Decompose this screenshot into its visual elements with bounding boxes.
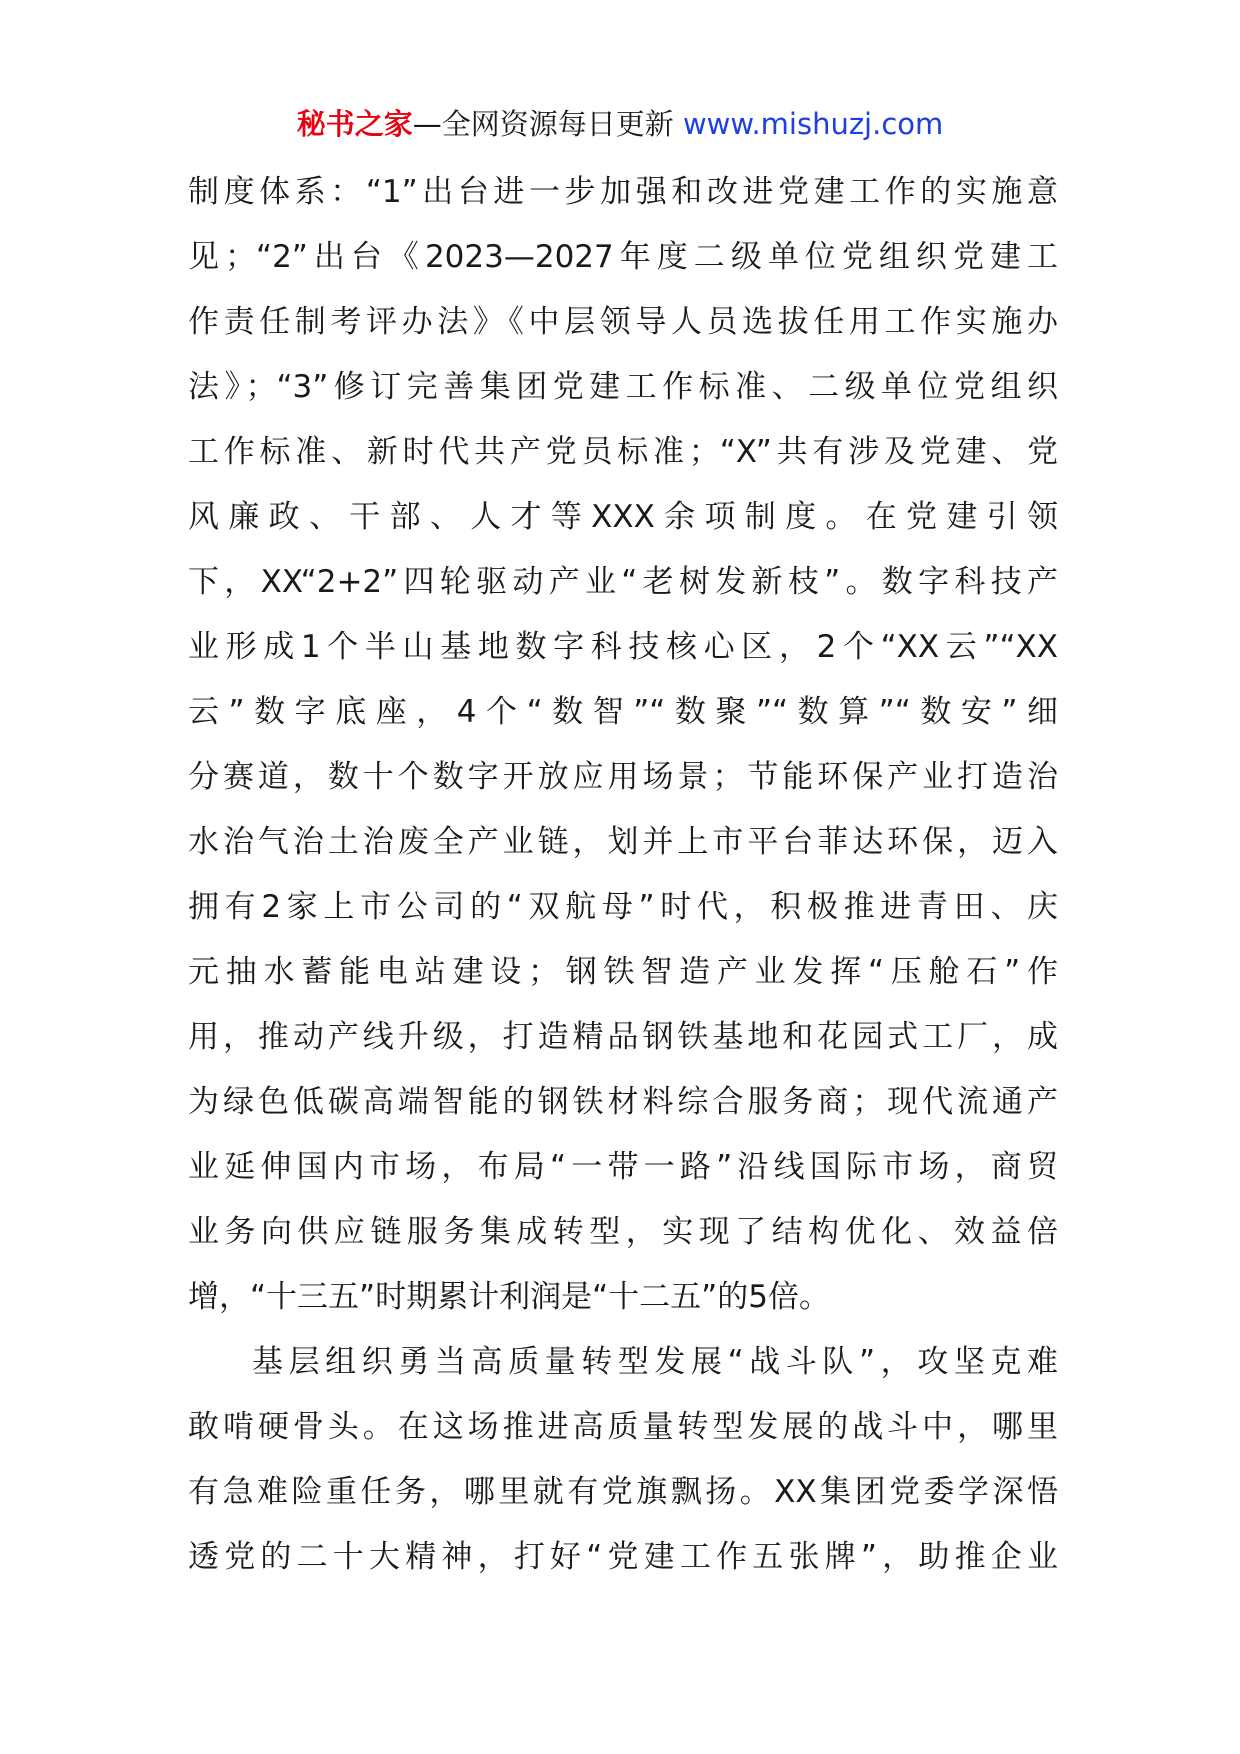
document-body — [188, 160, 1058, 1590]
text-line: 业务向供应链服务集成转型，实现了结构优化、效益倍 — [188, 1214, 1058, 1250]
brand-name: 秘书之家 — [296, 107, 413, 141]
text-line: 元抽水蓄能电站建设；钢铁智造产业发挥“压舱石”作 — [188, 954, 1058, 990]
text-line: 工作标准、新时代共产党员标准；“X”共有涉及党建、党 — [188, 434, 1058, 470]
text-line: 分赛道，数十个数字开放应用场景；节能环保产业打造治 — [188, 759, 1058, 795]
site-header — [0, 104, 1240, 144]
text-line: 下，XX“2+2”四轮驱动产业“老树发新枝”。数字科技产 — [188, 564, 1058, 600]
text-line: 敢啃硬骨头。在这场推进高质量转型发展的战斗中，哪里 — [188, 1409, 1058, 1445]
text-line: 透党的二十大精神，打好“党建工作五张牌”，助推企业 — [188, 1539, 1058, 1575]
text-line: 拥有2家上市公司的“双航母”时代，积极推进青田、庆 — [188, 889, 1058, 925]
text-line: 云”数字底座，4个“数智”“数聚”“数算”“数安”细 — [188, 694, 1058, 730]
text-line: 法》；“3”修订完善集团党建工作标准、二级单位党组织 — [188, 369, 1058, 405]
text-line: 风廉政、干部、人才等XXX余项制度。在党建引领 — [188, 499, 1058, 535]
paragraph-1 — [188, 160, 1058, 1330]
text-line: 见；“2”出台《2023—2027年度二级单位党组织党建工 — [188, 239, 1058, 275]
paragraph-2 — [188, 1330, 1058, 1590]
text-line: 用，推动产线升级，打造精品钢铁基地和花园式工厂，成 — [188, 1019, 1058, 1055]
text-line: 制度体系：“1”出台进一步加强和改进党建工作的实施意 — [188, 174, 1058, 210]
text-line: 增，“十三五”时期累计利润是“十二五”的5倍。 — [188, 1279, 830, 1315]
header-tagline: —全网资源每日更新 — [412, 107, 674, 141]
text-line: 水治气治土治废全产业链，划并上市平台菲达环保，迈入 — [188, 824, 1058, 860]
text-line: 业延伸国内市场，布局“一带一路”沿线国际市场，商贸 — [188, 1149, 1058, 1185]
text-line: 为绿色低碳高端智能的钢铁材料综合服务商；现代流通产 — [188, 1084, 1058, 1120]
text-line: 基层组织勇当高质量转型发展“战斗队”，攻坚克难 — [252, 1344, 1058, 1380]
text-line: 业形成1个半山基地数字科技核心区，2个“XX云”“XX — [188, 629, 1058, 665]
text-line: 有急难险重任务，哪里就有党旗飘扬。XX集团党委学深悟 — [188, 1474, 1058, 1510]
site-url-link[interactable]: www.mishuzj.com — [682, 107, 944, 141]
text-line: 作责任制考评办法》《中层领导人员选拔任用工作实施办 — [188, 304, 1058, 340]
